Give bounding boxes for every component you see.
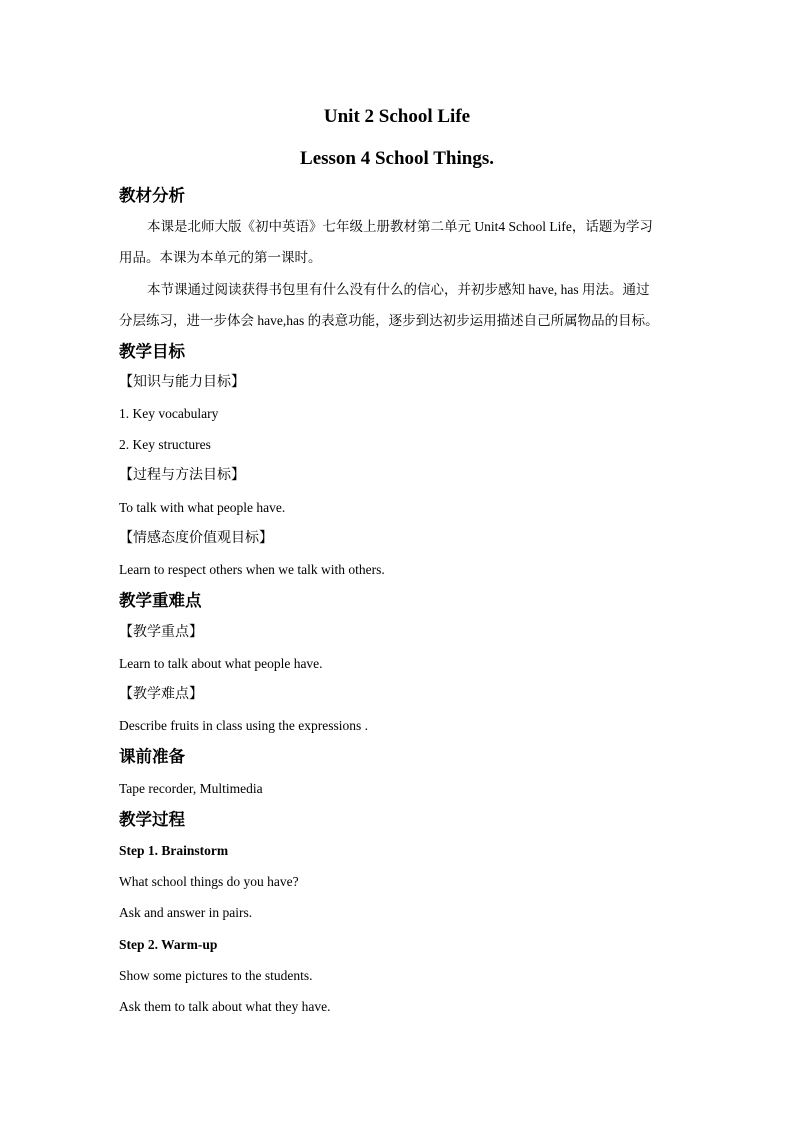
section-heading-process: 教学过程 — [119, 810, 185, 829]
emotion-objective-text: Learn to respect others when we talk with others. — [119, 562, 385, 577]
knowledge-item-1: 1. Key vocabulary — [119, 406, 219, 421]
analysis-paragraph-2-line-1: 本节课通过阅读获得书包里有什么没有什么的信心，并初步感知 have, has 用法。通过 — [147, 282, 650, 297]
analysis-paragraph-1-line-2: 用品。本课为本单元的第一课时。 — [119, 250, 322, 265]
step-2-title: Step 2. Warm-up — [119, 937, 218, 952]
analysis-paragraph-1-line-1: 本课是北师大版《初中英语》七年级上册教材第二单元 Unit4 School Life，话题为学习 — [147, 219, 653, 234]
preparation-text: Tape recorder, Multimedia — [119, 781, 263, 796]
section-heading-preparation: 课前准备 — [119, 747, 185, 766]
teaching-focus-label: 【教学重点】 — [119, 625, 203, 640]
step-2-line-2: Ask them to talk about what they have. — [119, 999, 331, 1014]
step-1-line-2: Ask and answer in pairs. — [119, 905, 253, 920]
process-objective-text: To talk with what people have. — [119, 500, 286, 515]
process-objective-label: 【过程与方法目标】 — [119, 468, 245, 483]
teaching-difficulty-label: 【教学难点】 — [119, 687, 203, 702]
emotion-objective-label: 【情感态度价值观目标】 — [119, 531, 273, 546]
teaching-focus-text: Learn to talk about what people have. — [119, 656, 323, 671]
knowledge-objective-label: 【知识与能力目标】 — [119, 375, 245, 390]
knowledge-item-2: 2. Key structures — [119, 437, 211, 452]
section-heading-objectives: 教学目标 — [119, 342, 185, 361]
step-1-line-1: What school things do you have? — [119, 874, 299, 889]
document-subtitle: Lesson 4 School Things. — [300, 148, 494, 169]
section-heading-analysis: 教材分析 — [119, 186, 185, 205]
section-heading-key-points: 教学重难点 — [119, 591, 202, 610]
analysis-paragraph-2-line-2: 分层练习，进一步体会 have,has 的表意功能，逐步到达初步运用描述自己所属物品的目标。 — [119, 313, 659, 328]
teaching-difficulty-text: Describe fruits in class using the expressions . — [119, 718, 368, 733]
step-2-line-1: Show some pictures to the students. — [119, 968, 313, 983]
step-1-title: Step 1. Brainstorm — [119, 843, 229, 858]
document-title: Unit 2 School Life — [323, 106, 471, 127]
